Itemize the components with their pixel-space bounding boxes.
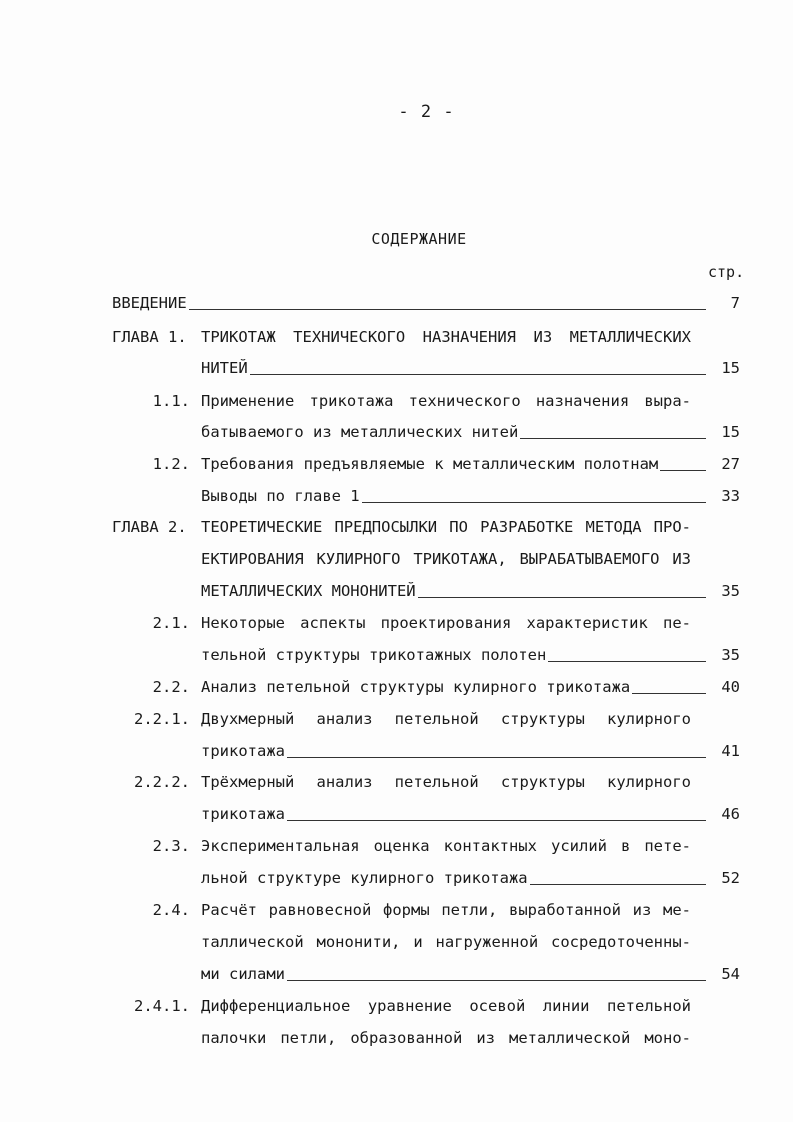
toc-number: 2.3. [152,837,190,855]
toc-entry-1-1-line1: Применение трикотажа технического назначения выра- [201,392,691,410]
toc-entry-2-4-line1: Расчёт равновесной формы петли, выработанной из ме- [201,901,691,919]
toc-entry-2-2: Анализ петельной структуры кулирного трикотажа [201,676,710,698]
toc-entry-1-1-line2: батываемого из металлических нитей [201,421,710,443]
toc-page: 41 [721,742,740,760]
toc-number: 1.1. [152,392,190,410]
toc-entry-2-2-1-line2: трикотажа [201,740,710,762]
toc-entry-conclusions-1: Выводы по главе 1 [201,485,710,507]
toc-number: 2.2.2. [134,773,190,791]
toc-entry-ch2-line1: ТЕОРЕТИЧЕСКИЕ ПРЕДПОСЫЛКИ ПО РАЗРАБОТКЕ МЕТОДА ПРО- [201,518,691,536]
toc-entry-2-3-line1: Экспериментальная оценка контактных усилий в пете- [201,837,691,855]
toc-entry-2-4-1-line1: Дифференциальное уравнение осевой линии петельной [201,997,691,1015]
toc-entry-2-2-1-line1: Двухмерный анализ петельной структуры кулирного [201,710,691,728]
toc-entry-2-4-line2: таллической мононити, и нагруженной сосредоточенны- [201,933,691,951]
leader-line [548,661,706,662]
toc-entry-intro [112,292,710,314]
toc-entry-2-2-2-line1: Трёхмерный анализ петельной структуры кулирного [201,773,691,791]
toc-entry-1-2: Требования предъявляемые к металлическим полотнам [201,453,710,475]
leader-line [250,374,706,375]
toc-number: 2.4.1. [134,997,190,1015]
toc-label: ВВЕДЕНИЕ [112,294,187,312]
toc-entry-ch1-line1: ТРИКОТАЖ ТЕХНИЧЕСКОГО НАЗНАЧЕНИЯ ИЗ МЕТАЛЛИЧЕСКИХ [201,328,691,346]
toc-entry-2-2-2-line2: трикотажа [201,803,710,825]
toc-number: 2.1. [152,614,190,632]
toc-entry-2-4-1-line2: палочки петли, образованной из металлической моно- [201,1029,691,1047]
toc-page: 54 [721,965,740,983]
leader-line [520,438,706,439]
toc-page: 33 [721,487,740,505]
leader-line [287,980,706,981]
toc-page: 35 [721,646,740,664]
leader-line [632,693,706,694]
page-column-label: стр. [708,263,745,281]
toc-number: 2.2. [152,678,190,696]
toc-entry-2-4-line3: ми силами [201,963,710,985]
leader-line [660,470,706,471]
toc-page: 35 [721,582,740,600]
page-title: СОДЕРЖАНИЕ [371,230,467,248]
toc-page: 15 [721,423,740,441]
toc-number: 2.2.1. [134,710,190,728]
toc-page: 40 [721,678,740,696]
toc-entry-2-3-line2: льной структуре кулирного трикотажа [201,867,710,889]
leader-line [418,597,706,598]
toc-number: 1.2. [152,455,190,473]
toc-entry-2-1-line1: Некоторые аспекты проектирования характеристик пе- [201,614,691,632]
page-number: - 2 - [398,102,455,122]
toc-page: 52 [721,869,740,887]
leader-line [287,820,706,821]
toc-entry-ch2-line2: ЕКТИРОВАНИЯ КУЛИРНОГО ТРИКОТАЖА, ВЫРАБАТЫВАЕМОГО ИЗ [201,550,691,568]
leader-line [287,757,706,758]
toc-page: 46 [721,805,740,823]
toc-number: 2.4. [152,901,190,919]
leader-line [362,502,706,503]
toc-page: 27 [721,455,740,473]
toc-entry-ch1-line2: НИТЕЙ [201,357,710,379]
toc-entry-2-1-line2: тельной структуры трикотажных полотен [201,644,710,666]
toc-number: ГЛАВА 1. [112,328,187,346]
leader-line [530,884,706,885]
toc-entry-ch2-line3: МЕТАЛЛИЧЕСКИХ МОНОНИТЕЙ [201,580,710,602]
toc-page: 7 [730,294,740,312]
toc-number: ГЛАВА 2. [112,518,187,536]
leader-line [189,309,706,310]
toc-page: 15 [721,359,740,377]
